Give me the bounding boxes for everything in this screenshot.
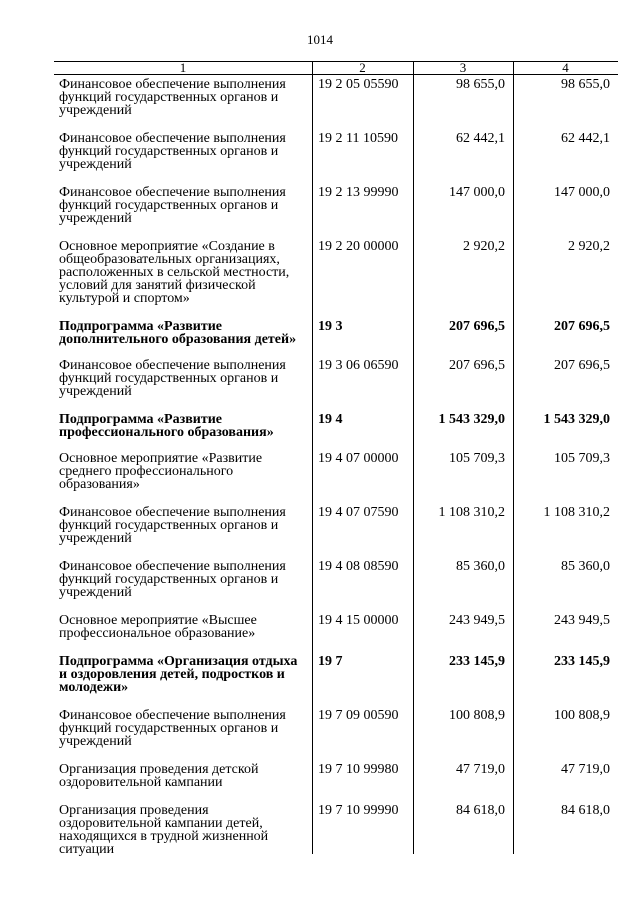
subprogram-row bbox=[54, 317, 618, 356]
row-name: Финансовое обеспечение выполнения функций государственных органов и учреждений bbox=[59, 708, 286, 749]
table-row bbox=[54, 706, 618, 760]
row-value-4: 100 808,9 bbox=[554, 708, 610, 723]
subprogram-row bbox=[54, 410, 618, 449]
row-value-3: 233 145,9 bbox=[449, 654, 505, 669]
row-value-3: 100 808,9 bbox=[449, 708, 505, 723]
row-value-4: 1 108 310,2 bbox=[543, 505, 610, 520]
row-value-3: 1 108 310,2 bbox=[438, 505, 505, 520]
table-row bbox=[54, 237, 618, 317]
row-value-3: 147 000,0 bbox=[449, 185, 505, 200]
table-row bbox=[54, 557, 618, 611]
row-value-4: 105 709,3 bbox=[554, 451, 610, 466]
table-row bbox=[54, 449, 618, 503]
row-value-3: 98 655,0 bbox=[456, 77, 505, 92]
row-name: Организация проведения оздоровительной кампании детей, находящихся в трудной жизненной ситуации bbox=[59, 803, 269, 857]
row-value-4: 243 949,5 bbox=[554, 613, 610, 628]
row-code: 19 2 20 00000 bbox=[318, 239, 399, 254]
row-value-3: 85 360,0 bbox=[456, 559, 505, 574]
row-code: 19 4 07 07590 bbox=[318, 505, 399, 520]
row-value-3: 105 709,3 bbox=[449, 451, 505, 466]
table-header-row bbox=[54, 62, 618, 75]
row-code: 19 3 06 06590 bbox=[318, 358, 399, 373]
column-header: 3 bbox=[413, 62, 513, 75]
row-name: Основное мероприятие «Создание в общеобразовательных организациях, расположенных в сельской местности, условий для занятий физической культурой и спортом» bbox=[59, 239, 290, 306]
row-code: 19 4 08 08590 bbox=[318, 559, 399, 574]
row-value-4: 47 719,0 bbox=[561, 762, 610, 777]
row-value-4: 84 618,0 bbox=[561, 803, 610, 818]
column-header: 1 bbox=[54, 62, 312, 75]
table-row bbox=[54, 801, 618, 864]
row-name: Основное мероприятие «Высшее профессиональное образование» bbox=[59, 613, 257, 641]
row-name: Финансовое обеспечение выполнения функций государственных органов и учреждений bbox=[59, 131, 286, 172]
row-value-4: 2 920,2 bbox=[568, 239, 610, 254]
row-value-4: 62 442,1 bbox=[561, 131, 610, 146]
row-code: 19 4 15 00000 bbox=[318, 613, 399, 628]
row-code: 19 2 11 10590 bbox=[318, 131, 398, 146]
row-value-4: 98 655,0 bbox=[561, 77, 610, 92]
row-value-3: 243 949,5 bbox=[449, 613, 505, 628]
row-name: Основное мероприятие «Развитие среднего профессионального образования» bbox=[59, 451, 263, 492]
row-value-4: 1 543 329,0 bbox=[543, 412, 610, 427]
row-name: Подпрограмма «Развитие дополнительного образования детей» bbox=[59, 319, 297, 347]
table-row bbox=[54, 75, 618, 130]
row-value-3: 1 543 329,0 bbox=[438, 412, 505, 427]
row-value-4: 85 360,0 bbox=[561, 559, 610, 574]
row-value-4: 207 696,5 bbox=[554, 358, 610, 373]
column-header: 2 bbox=[312, 62, 413, 75]
table-row bbox=[54, 503, 618, 557]
table-row bbox=[54, 183, 618, 237]
page-number: 1014 bbox=[307, 32, 333, 47]
row-name: Подпрограмма «Организация отдыха и оздоровления детей, подростков и молодежи» bbox=[59, 654, 298, 695]
row-code: 19 7 10 99980 bbox=[318, 762, 399, 777]
row-code: 19 3 bbox=[318, 319, 343, 334]
row-code: 19 4 07 00000 bbox=[318, 451, 399, 466]
row-code: 19 2 13 99990 bbox=[318, 185, 399, 200]
row-name: Финансовое обеспечение выполнения функций государственных органов и учреждений bbox=[59, 77, 286, 118]
row-code: 19 2 05 05590 bbox=[318, 77, 399, 92]
budget-table bbox=[54, 61, 618, 864]
row-value-4: 233 145,9 bbox=[554, 654, 610, 669]
row-code: 19 7 bbox=[318, 654, 343, 669]
row-name: Организация проведения детской оздоровительной кампании bbox=[59, 762, 259, 790]
row-code: 19 4 bbox=[318, 412, 343, 427]
row-value-3: 207 696,5 bbox=[449, 358, 505, 373]
row-value-4: 147 000,0 bbox=[554, 185, 610, 200]
table-row bbox=[54, 611, 618, 652]
row-name: Финансовое обеспечение выполнения функций государственных органов и учреждений bbox=[59, 358, 286, 399]
table-row bbox=[54, 760, 618, 801]
row-code: 19 7 09 00590 bbox=[318, 708, 399, 723]
row-value-3: 207 696,5 bbox=[449, 319, 505, 334]
budget-table-wrapper bbox=[54, 60, 618, 857]
row-name: Финансовое обеспечение выполнения функций государственных органов и учреждений bbox=[59, 559, 286, 600]
row-value-4: 207 696,5 bbox=[554, 319, 610, 334]
row-value-3: 2 920,2 bbox=[463, 239, 505, 254]
column-header: 4 bbox=[513, 62, 618, 75]
row-value-3: 47 719,0 bbox=[456, 762, 505, 777]
row-value-3: 84 618,0 bbox=[456, 803, 505, 818]
row-name: Финансовое обеспечение выполнения функций государственных органов и учреждений bbox=[59, 505, 286, 546]
row-value-3: 62 442,1 bbox=[456, 131, 505, 146]
row-name: Подпрограмма «Развитие профессионального образования» bbox=[59, 412, 274, 440]
row-name: Финансовое обеспечение выполнения функций государственных органов и учреждений bbox=[59, 185, 286, 226]
table-row bbox=[54, 356, 618, 410]
row-code: 19 7 10 99990 bbox=[318, 803, 399, 818]
table-row bbox=[54, 129, 618, 183]
subprogram-row bbox=[54, 652, 618, 706]
